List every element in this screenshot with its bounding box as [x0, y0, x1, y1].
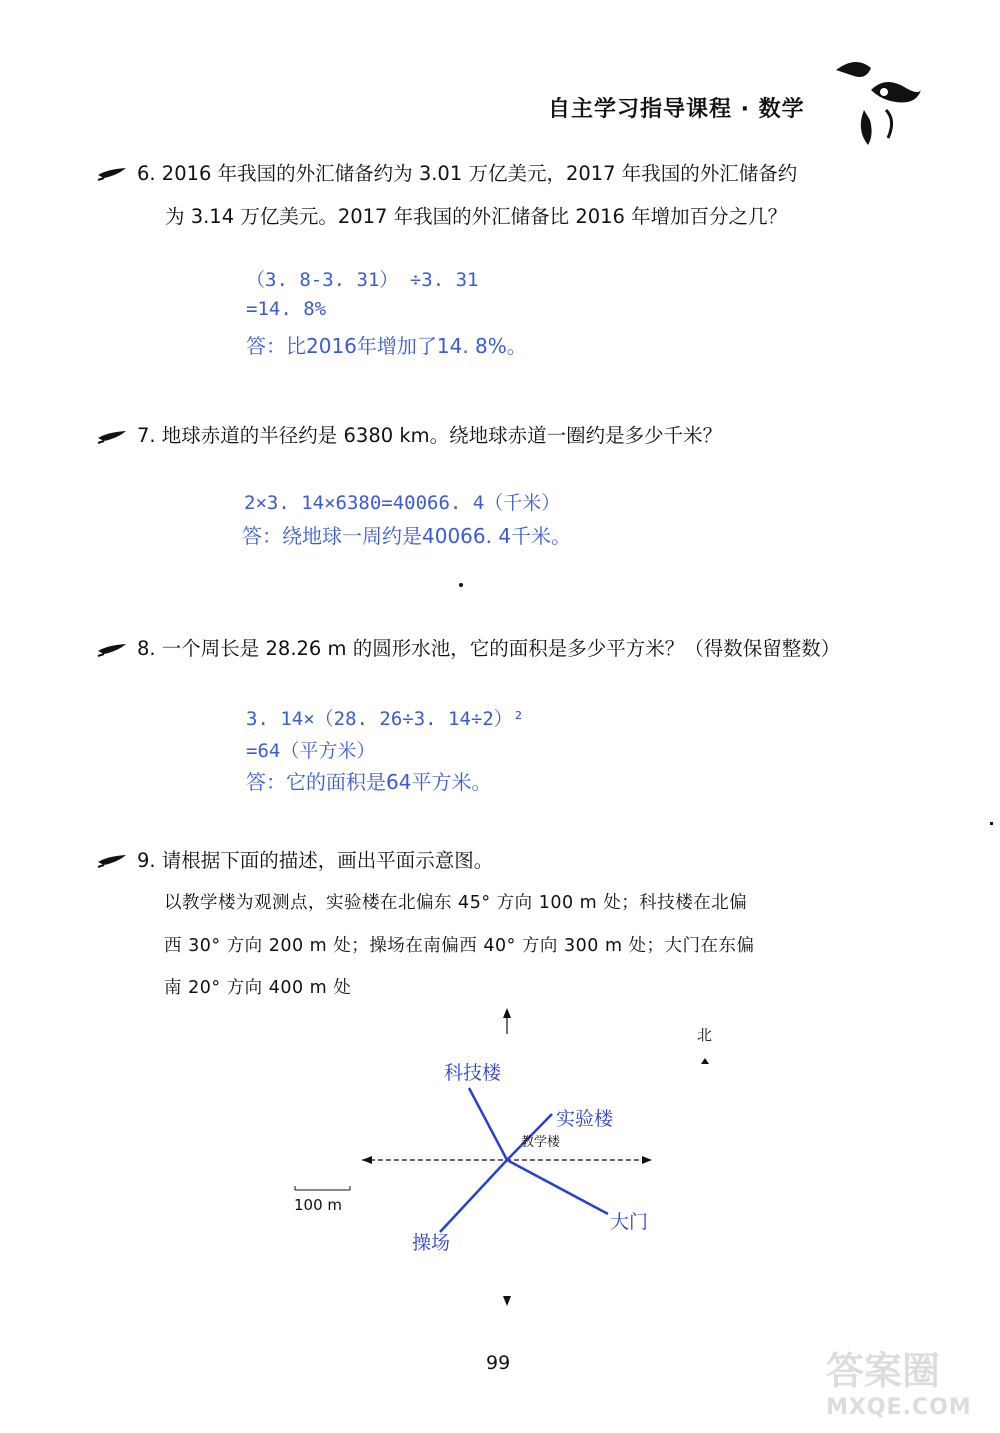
stray-dot	[990, 822, 993, 825]
question-6-line-1: 6. 2016 年我国的外汇储备约为 3.01 万亿美元，2017 年我国的外汇储备约	[137, 162, 798, 185]
answer-7-line-1: 2×3. 14×6380=40066. 4（千米）	[244, 492, 561, 514]
question-9-line-1: 9. 请根据下面的描述，画出平面示意图。	[137, 849, 494, 872]
direction-diagram	[280, 1000, 740, 1320]
question-6-line-2: 为 3.14 万亿美元。2017 年我国的外汇储备比 2016 年增加百分之几？	[165, 205, 788, 228]
question-9-desc-line-3: 南 20° 方向 400 m 处	[164, 978, 352, 998]
pen-icon	[96, 428, 130, 444]
label-keji: 科技楼	[444, 1062, 502, 1084]
question-7-line-1: 7. 地球赤道的半径约是 6380 km。绕地球赤道一圈约是多少千米？	[137, 424, 723, 447]
watermark	[826, 1340, 996, 1430]
ray-keji	[469, 1088, 507, 1160]
answer-6-line-1: （3. 8-3. 31） ÷3. 31	[246, 269, 479, 291]
answer-8-line-2: =64（平方米）	[246, 740, 376, 762]
west-arrow-icon	[362, 1156, 372, 1164]
label-center: 教学楼	[521, 1135, 561, 1150]
question-9-desc-line-1: 以教学楼为观测点，实验楼在北偏东 45° 方向 100 m 处；科技楼在北偏	[164, 893, 748, 913]
north-label: 北	[697, 1026, 713, 1044]
south-arrow-icon	[503, 1296, 511, 1306]
label-damen: 大门	[610, 1211, 649, 1233]
ray-damen	[507, 1160, 608, 1214]
label-caochang: 操场	[412, 1232, 451, 1254]
answer-6-line-2: =14. 8%	[246, 298, 327, 320]
question-8-line-1: 8. 一个周长是 28.26 m 的圆形水池，它的面积是多少平方米？（得数保留整数）	[137, 637, 841, 660]
watermark-text: 答案圈	[826, 1349, 941, 1393]
answer-8-line-1: 3. 14×（28. 26÷3. 14÷2）²	[246, 708, 525, 730]
pen-icon	[96, 641, 130, 657]
stray-dot	[459, 583, 463, 587]
answer-8-line-3: 答：它的面积是64平方米。	[246, 770, 492, 794]
scale-label: 100 m	[294, 1196, 343, 1214]
answer-7-line-2: 答：绕地球一周约是40066. 4千米。	[242, 524, 572, 548]
north-arrow-icon	[503, 1008, 511, 1018]
header-title: 自主学习指导课程 · 数学	[548, 97, 805, 122]
label-shiyan: 实验楼	[556, 1108, 614, 1130]
ink-bird-logo-icon	[826, 50, 926, 150]
east-arrow-icon	[642, 1156, 652, 1164]
watermark-subtext: MXQE.COM	[826, 1395, 972, 1420]
page-number: 99	[486, 1352, 511, 1374]
answer-6-line-3: 答：比2016年增加了14. 8%。	[246, 334, 527, 358]
pen-icon	[96, 165, 130, 181]
question-9-desc-line-2: 西 30° 方向 200 m 处；操场在南偏西 40° 方向 300 m 处；大门在东偏	[164, 936, 755, 956]
ray-caochang	[440, 1160, 507, 1232]
north-marker-icon	[701, 1058, 709, 1064]
pen-icon	[96, 852, 130, 868]
